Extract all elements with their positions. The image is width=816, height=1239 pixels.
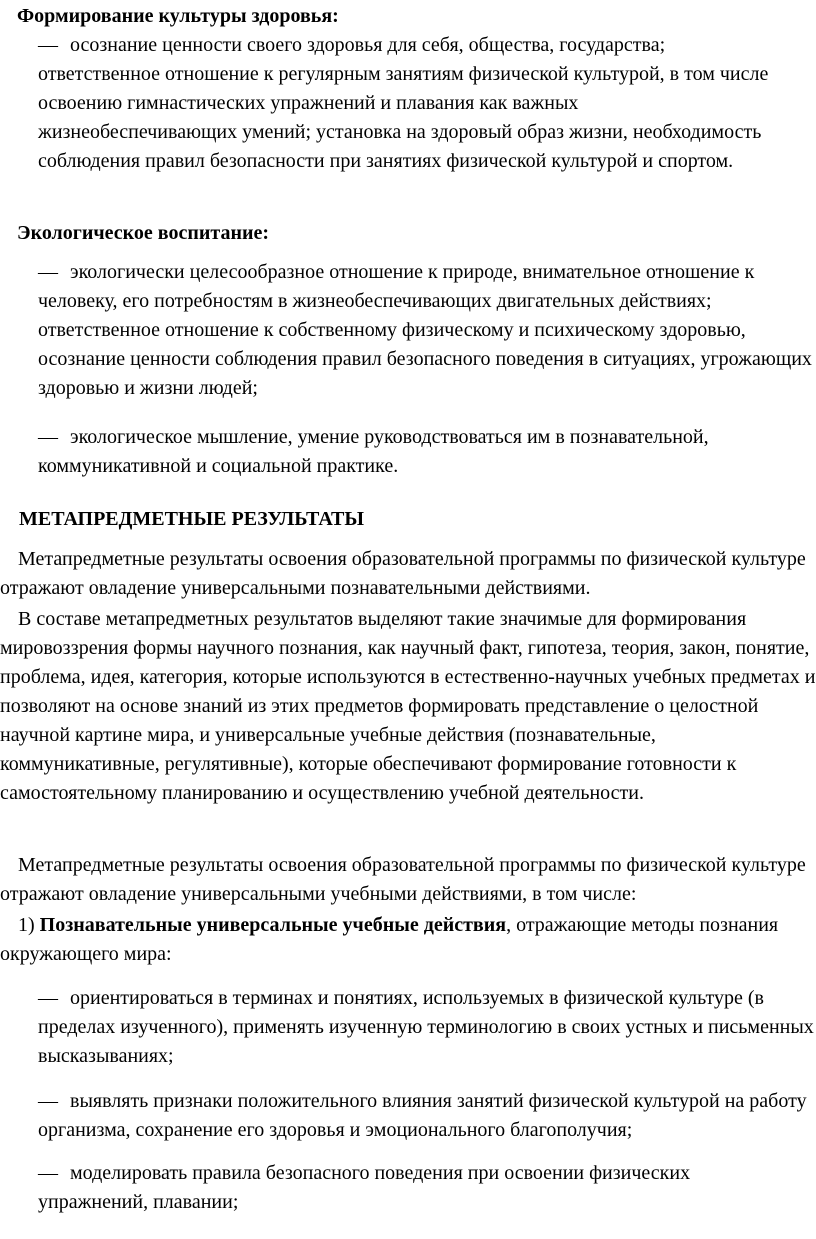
paragraph: Метапредметные результаты освоения образовательной программы по физической культуре отражают овладение универсальными учебными действиями, в том числе:: [0, 854, 806, 905]
paragraph-cognitive-actions: [0, 911, 800, 969]
bullet-text: моделировать правила безопасного поведения при освоении физических упражнений, плавании;: [38, 1162, 691, 1213]
paragraph: В составе метапредметных результатов выделяют такие значимые для формирования мировоззрения формы научного познания, как научный факт, гипотеза, теория, закон, понятие, проблема, идея, категория, которые используются в естественно-научных учебных предметах и позволяют на основе знаний из этих предметов формировать представление о целостной научной картине мира, и универсальные учебные действия (познавательные, коммуникативные, регулятивные), которые обеспечивают формирование готовности к самостоятельному планированию и осуществлению учебной деятельности.: [0, 608, 816, 804]
dash-marker: —: [38, 987, 58, 1009]
bullet-item: [38, 258, 816, 403]
dash-marker: —: [38, 1090, 58, 1112]
bullet-text: выявлять признаки положительного влияния занятий физической культурой на работу организма, сохранение его здоровья и эмоционального благополучия;: [38, 1090, 807, 1141]
bullet-text: экологическое мышление, умение руководствоваться им в познавательной, коммуникативной и социальной практике.: [38, 426, 709, 477]
bullet-text: экологически целесообразное отношение к природе, внимательное отношение к человеку, его потребностям в жизнеобеспечивающих двигательных действиях; ответственное отношение к собственному физическому и психическому здоровью, осознание ценности соблюдения правил безопасного поведения в ситуациях, угрожающих здоровью и жизни людей;: [38, 261, 812, 399]
bullet-text: ориентироваться в терминах и понятиях, используемых в физической культуре (в пределах изученного), применять изученную терминологию в своих устных и письменных высказываниях;: [38, 987, 814, 1067]
dash-marker: —: [38, 426, 58, 448]
bullet-item: [38, 1159, 778, 1217]
bullet-item: [38, 984, 816, 1071]
dash-marker: —: [38, 1162, 58, 1184]
bullet-item: [38, 423, 798, 481]
heading-ecological-upbringing: Экологическое воспитание:: [17, 222, 270, 244]
paragraph-text: , отражающие методы познания окружающего мира:: [0, 914, 779, 965]
dash-marker: —: [38, 34, 58, 56]
bullet-text: осознание ценности своего здоровья для себя, общества, государства; ответственное отношение к регулярным занятиям физической культурой, в том числе освоению гимнастических упражнений и плавания как важных жизнеобеспечивающих умений; установка на здоровый образ жизни, необходимость соблюдения правил безопасности при занятиях физической культурой и спортом.: [38, 34, 769, 172]
paragraph: Метапредметные результаты освоения образовательной программы по физической культуре отражают овладение универсальными познавательными действиями.: [0, 548, 806, 599]
bullet-item: [38, 1087, 816, 1145]
bullet-item: [38, 31, 778, 176]
list-number: 1): [18, 914, 35, 936]
heading-meta-results: МЕТАПРЕДМЕТНЫЕ РЕЗУЛЬТАТЫ: [19, 508, 364, 530]
dash-marker: —: [38, 261, 58, 283]
heading-health-culture: Формирование культуры здоровья:: [17, 5, 339, 27]
bold-term: Познавательные универсальные учебные действия: [39, 914, 507, 936]
